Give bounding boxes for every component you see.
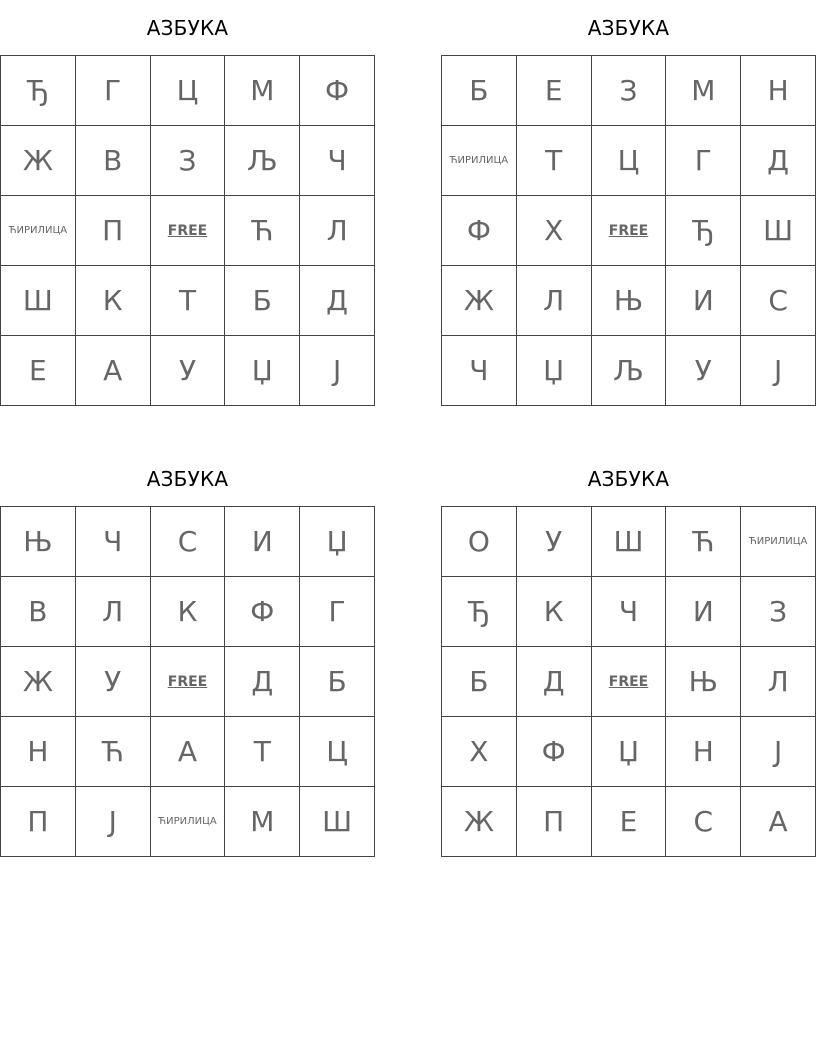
letter-cell: Ф (300, 56, 375, 126)
word-cell: ЋИРИЛИЦА (1, 196, 76, 266)
letter-cell: Џ (300, 507, 375, 577)
letter-cell: Б (442, 56, 517, 126)
letter-cell: Д (517, 647, 592, 717)
letter-cell: Ц (151, 56, 226, 126)
letter-cell: А (76, 336, 151, 406)
letter-cell: Ч (442, 336, 517, 406)
letter-cell: Д (300, 266, 375, 336)
letter-cell: М (666, 56, 741, 126)
letter-cell: Њ (666, 647, 741, 717)
letter-cell: У (151, 336, 226, 406)
letter-cell: Ћ (666, 507, 741, 577)
letter-cell: Е (592, 787, 667, 857)
letter-cell: Л (76, 577, 151, 647)
bingo-card-2 (441, 0, 816, 406)
letter-cell: Б (442, 647, 517, 717)
letter-cell: Х (442, 717, 517, 787)
letter-cell: Џ (592, 717, 667, 787)
letter-cell: М (225, 56, 300, 126)
letter-cell: Ш (592, 507, 667, 577)
bingo-card-4 (441, 451, 816, 857)
letter-cell: Ж (442, 266, 517, 336)
letter-cell: Ц (300, 717, 375, 787)
letter-cell: Џ (517, 336, 592, 406)
word-cell: ЋИРИЛИЦА (151, 787, 226, 857)
letter-cell: Ђ (442, 577, 517, 647)
free-space: FREE (592, 196, 667, 266)
letter-cell: И (666, 266, 741, 336)
letter-cell: У (517, 507, 592, 577)
letter-cell: Б (225, 266, 300, 336)
letter-cell: Њ (592, 266, 667, 336)
letter-cell: В (1, 577, 76, 647)
letter-cell: М (225, 787, 300, 857)
letter-cell: Д (741, 126, 816, 196)
bingo-grid (441, 55, 816, 406)
letter-cell: Б (300, 647, 375, 717)
letter-cell: Ђ (666, 196, 741, 266)
letter-cell: Ш (1, 266, 76, 336)
letter-cell: А (151, 717, 226, 787)
letter-cell: Г (666, 126, 741, 196)
letter-cell: Г (76, 56, 151, 126)
letter-cell: В (76, 126, 151, 196)
letter-cell: У (76, 647, 151, 717)
letter-cell: Х (517, 196, 592, 266)
letter-cell: Ж (1, 126, 76, 196)
letter-cell: С (666, 787, 741, 857)
letter-cell: Љ (592, 336, 667, 406)
free-space: FREE (151, 196, 226, 266)
bingo-card-3 (0, 451, 375, 857)
card-title: АЗБУКА (146, 16, 229, 40)
free-space: FREE (151, 647, 226, 717)
letter-cell: П (76, 196, 151, 266)
letter-cell: Т (151, 266, 226, 336)
card-title: АЗБУКА (146, 467, 229, 491)
letter-cell: Т (225, 717, 300, 787)
bingo-grid (0, 506, 375, 857)
letter-cell: К (517, 577, 592, 647)
letter-cell: З (741, 577, 816, 647)
letter-cell: П (517, 787, 592, 857)
letter-cell: А (741, 787, 816, 857)
letter-cell: Њ (1, 507, 76, 577)
letter-cell: Ж (442, 787, 517, 857)
letter-cell: Ћ (76, 717, 151, 787)
letter-cell: Н (741, 56, 816, 126)
letter-cell: Л (300, 196, 375, 266)
letter-cell: К (151, 577, 226, 647)
letter-cell: Т (517, 126, 592, 196)
bingo-card-1 (0, 0, 375, 406)
letter-cell: Ч (300, 126, 375, 196)
letter-cell: Ф (442, 196, 517, 266)
card-title: АЗБУКА (587, 16, 670, 40)
letter-cell: Е (517, 56, 592, 126)
bingo-grid (0, 55, 375, 406)
bingo-grid (441, 506, 816, 857)
letter-cell: Ч (592, 577, 667, 647)
letter-cell: Ч (76, 507, 151, 577)
letter-cell: З (592, 56, 667, 126)
letter-cell: Ш (300, 787, 375, 857)
letter-cell: Ф (225, 577, 300, 647)
card-title: АЗБУКА (587, 467, 670, 491)
letter-cell: Ж (1, 647, 76, 717)
letter-cell: Л (741, 647, 816, 717)
letter-cell: Ц (592, 126, 667, 196)
word-cell: ЋИРИЛИЦА (442, 126, 517, 196)
letter-cell: Љ (225, 126, 300, 196)
letter-cell: У (666, 336, 741, 406)
letter-cell: Ф (517, 717, 592, 787)
letter-cell: С (741, 266, 816, 336)
letter-cell: З (151, 126, 226, 196)
letter-cell: И (666, 577, 741, 647)
letter-cell: Ј (300, 336, 375, 406)
letter-cell: Ј (741, 336, 816, 406)
letter-cell: Џ (225, 336, 300, 406)
letter-cell: Ћ (225, 196, 300, 266)
letter-cell: Г (300, 577, 375, 647)
letter-cell: Ј (76, 787, 151, 857)
letter-cell: О (442, 507, 517, 577)
letter-cell: Л (517, 266, 592, 336)
letter-cell: Е (1, 336, 76, 406)
letter-cell: П (1, 787, 76, 857)
letter-cell: И (225, 507, 300, 577)
letter-cell: Ђ (1, 56, 76, 126)
letter-cell: Н (1, 717, 76, 787)
letter-cell: Н (666, 717, 741, 787)
letter-cell: С (151, 507, 226, 577)
word-cell: ЋИРИЛИЦА (741, 507, 816, 577)
letter-cell: Ј (741, 717, 816, 787)
free-space: FREE (592, 647, 667, 717)
letter-cell: Ш (741, 196, 816, 266)
letter-cell: К (76, 266, 151, 336)
letter-cell: Д (225, 647, 300, 717)
